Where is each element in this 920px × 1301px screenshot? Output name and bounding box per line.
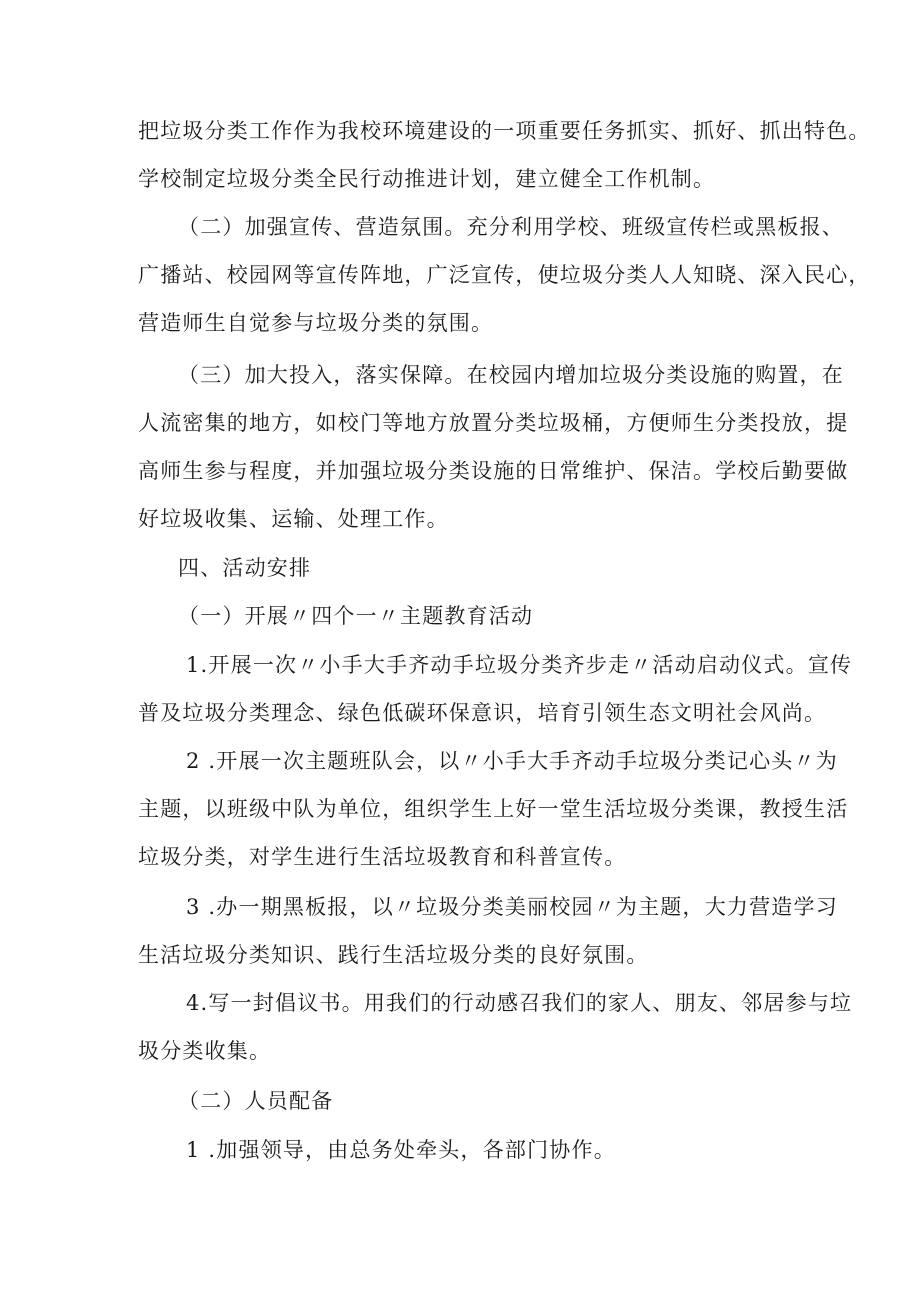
section-four-heading: 四、活动安排 [178,556,312,580]
item-4-line-2: 圾分类收集。 [138,1039,272,1063]
subsection-one-heading: （一）开展〃四个一〃主题教育活动 [178,604,534,628]
text-line-2: 学校制定垃圾分类全民行动推进计划，建立健全工作机制。 [138,167,716,191]
item-2-line-3: 垃圾分类，对学生进行生活垃圾教育和科普宣传。 [138,845,627,869]
text-line-8: 高师生参与程度，并加强垃圾分类设施的日常维护、保洁。学校后勤要做 [138,459,849,483]
item-3-line-2: 生活垃圾分类知识、践行生活垃圾分类的良好氛围。 [138,943,649,967]
item-2-line-1: 2 .开展一次主题班队会，以〃小手大手齐动手垃圾分类记心头〃为 [186,749,838,773]
staffing-item-1: 1 .加强领导，由总务处牵头，各部门协作。 [186,1138,616,1162]
text-line-5: 营造师生自觉参与垃圾分类的氛围。 [138,311,494,335]
text-line-7: 人流密集的地方，如校门等地方放置分类垃圾桶，方便师生分类投放，提 [138,411,849,435]
item-1-line-2: 普及垃圾分类理念、绿色低碳环保意识，培育引领生态文明社会风尚。 [138,701,827,725]
item-4-line-1: 4.写一封倡议书。用我们的行动感召我们的家人、朋友、邻居参与垃 [186,991,853,1015]
section-three-heading-line: （三）加大投入，落实保障。在校园内增加垃圾分类设施的购置，在 [178,363,844,387]
text-line-9: 好垃圾收集、运输、处理工作。 [138,507,449,531]
text-line-4: 广播站、校园网等宣传阵地，广泛宣传，使垃圾分类人人知晓、深入民心， [138,263,871,287]
subsection-two-heading: （二）人员配备 [178,1089,334,1113]
item-3-line-1: 3 .办一期黑板报，以〃垃圾分类美丽校园〃为主题，大力营造学习 [186,895,838,919]
section-two-heading-line: （二）加强宣传、营造氛围。充分利用学校、班级宣传栏或黑板报、 [178,215,844,239]
item-2-line-2: 主题，以班级中队为单位，组织学生上好一堂生活垃圾分类课，教授生活 [138,797,849,821]
text-line-1: 把垃圾分类工作作为我校环境建设的一项重要任务抓实、抓好、抓出特色。 [138,119,871,143]
item-1-line-1: 1.开展一次〃小手大手齐动手垃圾分类齐步走〃活动启动仪式。宣传 [186,653,853,677]
